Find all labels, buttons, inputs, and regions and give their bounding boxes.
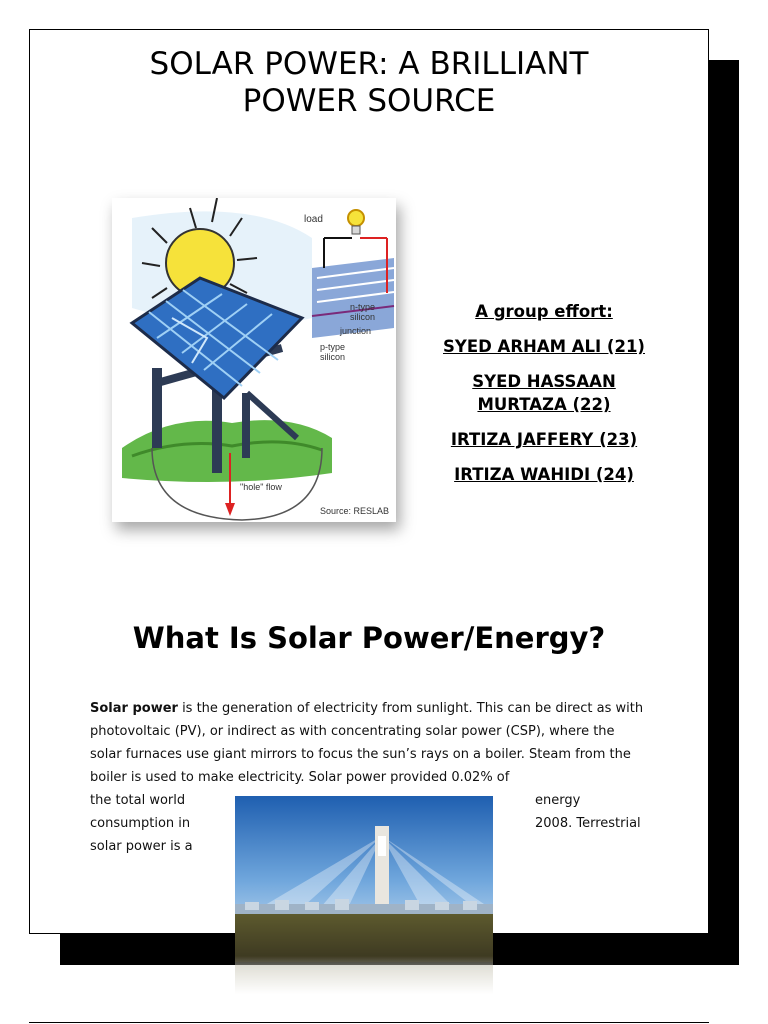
label-load: load [304,214,323,225]
group-member: IRTIZA WAHIDI (24) [454,465,634,484]
label-junction: junction [340,326,372,336]
label-source: Source: RESLAB [320,506,390,516]
group-credits [430,300,658,498]
label-p-type-silicon: silicon [320,352,346,362]
group-heading: A group effort: [475,302,613,321]
title-line-2: POWER SOURCE [242,83,496,119]
label-n-type: n-type [350,302,376,312]
intro-paragraph [90,697,650,789]
section-heading: What Is Solar Power/Energy? [132,621,606,655]
group-member: IRTIZA JAFFERY (23) [450,430,638,449]
bottom-divider [29,1022,709,1023]
label-n-type-silicon: silicon [350,312,376,322]
intro-paragraph-text: is the generation of electricity from sunlight. This can be direct as with photovoltaic (PV), or indirect as with concentrating solar power (CSP), where the solar furnaces use giant mirrors to focus the sun’s rays on a boiler. Steam from the boiler is used to make electricity. Solar power provided 0.02% of [90,701,644,785]
solar-tower-photo [235,796,493,994]
label-p-type: p-type [320,342,346,352]
wrap-left-line-1: the total world [90,793,186,808]
label-hole-flow: "hole" flow [240,482,282,492]
term-solar-power: Solar power [90,701,178,716]
group-member: SYED HASSAAN MURTAZA (22) [472,372,616,414]
wrap-right-line-2: 2008. Terrestrial [535,816,641,831]
document-title [30,46,708,120]
group-member: SYED ARHAM ALI (21) [443,337,645,356]
wrap-left-line-2: consumption in [90,816,191,831]
solar-cell-illustration [112,198,396,522]
wrap-left-line-3: solar power is a [90,839,193,854]
wrap-right-line-1: energy [535,793,581,808]
title-line-1: SOLAR POWER: A BRILLIANT [149,46,589,82]
